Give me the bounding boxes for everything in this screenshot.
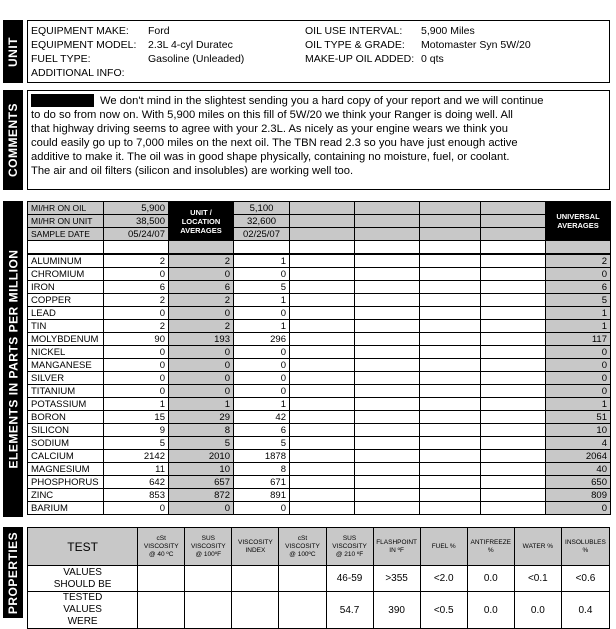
element-universal-value: 51 [546, 411, 611, 424]
empty-cell [481, 398, 546, 411]
element-avg-value: 10 [169, 463, 234, 476]
comment-line-6: The air and oil filters (silicon and insolubles) are working well too. [31, 165, 354, 177]
element-universal-value: 40 [546, 463, 611, 476]
element-row [28, 307, 611, 320]
element-s1-value: 5 [104, 437, 169, 450]
interval-label: OIL USE INTERVAL: [305, 25, 403, 37]
empty-cell [355, 450, 420, 463]
property-header: INSOLUBLES % [561, 528, 609, 566]
make-value: Ford [148, 25, 170, 37]
element-row [28, 255, 611, 268]
element-s2-value: 0 [234, 359, 290, 372]
element-s1-value: 2 [104, 255, 169, 268]
property-tested-value: <0.5 [420, 592, 467, 629]
element-row [28, 346, 611, 359]
property-tested-value: 0.4 [561, 592, 609, 629]
element-avg-value: 5 [169, 437, 234, 450]
empty-cell [420, 463, 481, 476]
element-avg-value: 8 [169, 424, 234, 437]
empty-cell [355, 255, 420, 268]
property-header: ANTIFREEZE % [467, 528, 514, 566]
element-avg-value: 0 [169, 307, 234, 320]
element-s2-value: 0 [234, 372, 290, 385]
fuel-value: Gasoline (Unleaded) [148, 53, 245, 65]
model-label: EQUIPMENT MODEL: [31, 39, 137, 51]
empty-cell [290, 437, 355, 450]
element-universal-value: 2 [546, 255, 611, 268]
empty-cell [420, 307, 481, 320]
element-s1-value: 90 [104, 333, 169, 346]
empty-cell [420, 411, 481, 424]
sample-date-label: SAMPLE DATE [28, 228, 104, 241]
property-should-value [185, 566, 232, 592]
empty-cell [290, 372, 355, 385]
element-s2-value: 1 [234, 294, 290, 307]
mi-oil-label: MI/HR ON OIL [28, 202, 104, 215]
empty-cell [290, 255, 355, 268]
empty-cell [355, 476, 420, 489]
element-name: SILVER [28, 372, 104, 385]
empty-cell [420, 372, 481, 385]
empty-cell [420, 281, 481, 294]
element-s2-value: 5 [234, 437, 290, 450]
tested-label: TESTED VALUES WERE [28, 592, 138, 629]
empty-cell [420, 333, 481, 346]
element-row [28, 268, 611, 281]
element-universal-value: 4 [546, 437, 611, 450]
empty-cell [481, 372, 546, 385]
model-value: 2.3L 4-cyl Duratec [148, 39, 233, 51]
empty-cell [420, 346, 481, 359]
property-should-value [279, 566, 326, 592]
element-row [28, 437, 611, 450]
property-header: FUEL % [420, 528, 467, 566]
property-tested-value: 54.7 [326, 592, 373, 629]
comments-sidebar-label: COMMENTS [6, 103, 20, 177]
empty-cell [355, 502, 420, 515]
should-row [28, 566, 610, 592]
element-avg-value: 872 [169, 489, 234, 502]
element-row [28, 281, 611, 294]
element-s1-value: 15 [104, 411, 169, 424]
empty-cell [355, 437, 420, 450]
mi-unit-row [28, 215, 611, 228]
element-avg-value: 0 [169, 372, 234, 385]
element-universal-value: 1 [546, 307, 611, 320]
element-name: SILICON [28, 424, 104, 437]
element-s2-value: 1 [234, 320, 290, 333]
should-label: VALUES SHOULD BE [28, 566, 138, 592]
element-row [28, 476, 611, 489]
empty-cell [355, 385, 420, 398]
empty-cell [481, 463, 546, 476]
empty-cell [420, 294, 481, 307]
tested-row [28, 592, 610, 629]
element-name: MAGNESIUM [28, 463, 104, 476]
element-s2-value: 5 [234, 281, 290, 294]
element-name: TIN [28, 320, 104, 333]
element-avg-value: 2 [169, 255, 234, 268]
element-s2-value: 0 [234, 268, 290, 281]
element-s1-value: 0 [104, 346, 169, 359]
property-should-value: <2.0 [420, 566, 467, 592]
property-should-value: <0.1 [514, 566, 561, 592]
properties-table [27, 527, 610, 629]
element-row [28, 502, 611, 515]
unit-sidebar [3, 20, 23, 83]
empty-cell [420, 437, 481, 450]
element-s2-value: 671 [234, 476, 290, 489]
empty-cell [481, 255, 546, 268]
element-row [28, 333, 611, 346]
mi-unit-label: MI/HR ON UNIT [28, 215, 104, 228]
empty-cell [290, 398, 355, 411]
empty-cell [481, 411, 546, 424]
element-universal-value: 10 [546, 424, 611, 437]
element-avg-value: 0 [169, 359, 234, 372]
element-row [28, 424, 611, 437]
empty-cell [481, 268, 546, 281]
comment-line-2: to do so from now on. With 5,900 miles on this fill of 5W/20 we think your Ranger is doing well. All [31, 109, 513, 121]
empty-cell [481, 294, 546, 307]
element-name: SODIUM [28, 437, 104, 450]
makeup-label: MAKE-UP OIL ADDED: [305, 53, 415, 65]
element-name: NICKEL [28, 346, 104, 359]
empty-cell [481, 424, 546, 437]
comments-sidebar [3, 90, 23, 190]
mi-oil-row [28, 202, 611, 215]
element-s1-value: 0 [104, 372, 169, 385]
element-avg-value: 0 [169, 385, 234, 398]
element-avg-value: 6 [169, 281, 234, 294]
properties-sidebar [3, 527, 23, 618]
s1-mi-unit: 38,500 [104, 215, 169, 228]
s1-date: 05/24/07 [104, 228, 169, 241]
element-s1-value: 6 [104, 281, 169, 294]
property-tested-value [138, 592, 185, 629]
element-s2-value: 42 [234, 411, 290, 424]
property-header: cSt VISCOSITY @ 100ºC [279, 528, 326, 566]
comment-line-5: additive to make it. The oil was in good shape physically, containing no moisture, fuel, or coolant. [31, 151, 510, 163]
empty-cell [290, 385, 355, 398]
property-should-value: 0.0 [467, 566, 514, 592]
element-universal-value: 0 [546, 385, 611, 398]
element-name: CALCIUM [28, 450, 104, 463]
empty-cell [481, 476, 546, 489]
element-avg-value: 0 [169, 346, 234, 359]
element-avg-value: 2010 [169, 450, 234, 463]
element-row [28, 385, 611, 398]
empty-cell [290, 502, 355, 515]
empty-cell [355, 346, 420, 359]
element-s1-value: 11 [104, 463, 169, 476]
additional-label: ADDITIONAL INFO: [31, 67, 125, 79]
interval-value: 5,900 Miles [421, 25, 475, 37]
empty-cell [481, 385, 546, 398]
element-rows-table [27, 254, 611, 515]
property-tested-value [185, 592, 232, 629]
empty-cell [290, 346, 355, 359]
s2-mi-oil: 5,100 [234, 202, 290, 215]
element-avg-value: 0 [169, 268, 234, 281]
element-universal-value: 5 [546, 294, 611, 307]
empty-cell [420, 385, 481, 398]
property-header: VISCOSITY INDEX [232, 528, 279, 566]
element-universal-value: 1 [546, 398, 611, 411]
empty-cell [290, 281, 355, 294]
element-name: IRON [28, 281, 104, 294]
element-row [28, 450, 611, 463]
empty-cell [420, 255, 481, 268]
element-universal-value: 0 [546, 502, 611, 515]
elements-table [27, 201, 611, 254]
element-row [28, 359, 611, 372]
s2-mi-unit: 32,600 [234, 215, 290, 228]
empty-cell [420, 268, 481, 281]
empty-cell [355, 281, 420, 294]
empty-cell [420, 398, 481, 411]
element-row [28, 372, 611, 385]
empty-cell [355, 463, 420, 476]
empty-cell [420, 320, 481, 333]
element-universal-value: 809 [546, 489, 611, 502]
elements-sidebar [3, 201, 23, 517]
element-s2-value: 1878 [234, 450, 290, 463]
empty-cell [481, 502, 546, 515]
empty-cell [420, 502, 481, 515]
element-name: MANGANESE [28, 359, 104, 372]
empty-cell [355, 307, 420, 320]
element-universal-value: 6 [546, 281, 611, 294]
empty-cell [481, 489, 546, 502]
empty-cell [290, 320, 355, 333]
element-s1-value: 853 [104, 489, 169, 502]
empty-cell [481, 346, 546, 359]
elements-sidebar-label: ELEMENTS IN PARTS PER MILLION [6, 249, 21, 469]
property-header: SUS VISCOSITY @ 100ºF [185, 528, 232, 566]
empty-cell [355, 359, 420, 372]
comment-line-3: that highway driving seems to agree with your 2.3L. As nicely as your engine wears we think you [31, 123, 508, 135]
element-s2-value: 1 [234, 255, 290, 268]
element-name: COPPER [28, 294, 104, 307]
element-universal-value: 0 [546, 359, 611, 372]
element-s1-value: 0 [104, 359, 169, 372]
spacer-row [28, 241, 611, 254]
property-should-value: <0.6 [561, 566, 609, 592]
element-name: PHOSPHORUS [28, 476, 104, 489]
element-name: MOLYBDENUM [28, 333, 104, 346]
element-s1-value: 1 [104, 398, 169, 411]
property-should-value [232, 566, 279, 592]
empty-cell [481, 281, 546, 294]
element-s1-value: 0 [104, 385, 169, 398]
element-row [28, 398, 611, 411]
property-tested-value: 0.0 [467, 592, 514, 629]
property-should-value [138, 566, 185, 592]
unit-avg-header: UNIT / LOCATION AVERAGES [169, 202, 234, 241]
empty-cell [355, 411, 420, 424]
element-name: LEAD [28, 307, 104, 320]
element-s1-value: 2 [104, 320, 169, 333]
empty-cell [355, 489, 420, 502]
properties-header-row [28, 528, 610, 566]
element-row [28, 294, 611, 307]
redacted-name [31, 94, 94, 107]
empty-cell [481, 333, 546, 346]
element-universal-value: 650 [546, 476, 611, 489]
element-avg-value: 29 [169, 411, 234, 424]
element-s1-value: 0 [104, 268, 169, 281]
element-avg-value: 2 [169, 294, 234, 307]
element-name: ZINC [28, 489, 104, 502]
empty-cell [355, 268, 420, 281]
empty-cell [355, 320, 420, 333]
element-s1-value: 2142 [104, 450, 169, 463]
element-s1-value: 9 [104, 424, 169, 437]
element-s2-value: 891 [234, 489, 290, 502]
empty-cell [420, 450, 481, 463]
property-should-value: >355 [373, 566, 420, 592]
empty-cell [290, 359, 355, 372]
element-s2-value: 0 [234, 346, 290, 359]
element-s2-value: 1 [234, 398, 290, 411]
element-universal-value: 117 [546, 333, 611, 346]
element-row [28, 411, 611, 424]
element-universal-value: 2064 [546, 450, 611, 463]
element-universal-value: 0 [546, 372, 611, 385]
element-s1-value: 2 [104, 294, 169, 307]
element-avg-value: 2 [169, 320, 234, 333]
fuel-label: FUEL TYPE: [31, 53, 91, 65]
element-universal-value: 1 [546, 320, 611, 333]
property-header: FLASHPOINT IN ºF [373, 528, 420, 566]
empty-cell [481, 320, 546, 333]
empty-cell [481, 307, 546, 320]
element-s2-value: 0 [234, 502, 290, 515]
empty-cell [290, 463, 355, 476]
empty-cell [290, 268, 355, 281]
universal-avg-header: UNIVERSAL AVERAGES [546, 202, 611, 241]
make-label: EQUIPMENT MAKE: [31, 25, 129, 37]
empty-cell [355, 372, 420, 385]
property-tested-value: 0.0 [514, 592, 561, 629]
element-avg-value: 1 [169, 398, 234, 411]
element-name: BORON [28, 411, 104, 424]
empty-cell [290, 476, 355, 489]
test-label: TEST [28, 528, 138, 566]
empty-cell [355, 333, 420, 346]
empty-cell [420, 489, 481, 502]
element-s1-value: 0 [104, 307, 169, 320]
empty-cell [290, 450, 355, 463]
s1-mi-oil: 5,900 [104, 202, 169, 215]
s2-date: 02/25/07 [234, 228, 290, 241]
element-s2-value: 0 [234, 307, 290, 320]
empty-cell [290, 424, 355, 437]
empty-cell [290, 489, 355, 502]
property-tested-value: 390 [373, 592, 420, 629]
empty-cell [420, 424, 481, 437]
element-avg-value: 657 [169, 476, 234, 489]
empty-cell [420, 476, 481, 489]
element-s1-value: 642 [104, 476, 169, 489]
empty-cell [481, 437, 546, 450]
empty-cell [290, 307, 355, 320]
unit-sidebar-label: UNIT [6, 36, 20, 67]
properties-sidebar-label: PROPERTIES [6, 531, 21, 614]
makeup-value: 0 qts [421, 53, 444, 65]
property-tested-value [232, 592, 279, 629]
element-avg-value: 193 [169, 333, 234, 346]
element-name: BARIUM [28, 502, 104, 515]
property-header: SUS VISCOSITY @ 210 ºF [326, 528, 373, 566]
empty-cell [481, 450, 546, 463]
element-row [28, 320, 611, 333]
element-s2-value: 0 [234, 385, 290, 398]
element-name: POTASSIUM [28, 398, 104, 411]
property-tested-value [279, 592, 326, 629]
empty-cell [355, 294, 420, 307]
element-universal-value: 0 [546, 268, 611, 281]
comment-line-4: could easily go up to 7,000 miles on the next oil. The TBN read 2.3 so you have just enough active [31, 137, 518, 149]
empty-cell [290, 411, 355, 424]
element-avg-value: 0 [169, 502, 234, 515]
element-s2-value: 296 [234, 333, 290, 346]
element-s1-value: 0 [104, 502, 169, 515]
property-should-value: 46-59 [326, 566, 373, 592]
element-name: ALUMINUM [28, 255, 104, 268]
oiltype-value: Motomaster Syn 5W/20 [421, 39, 531, 51]
element-s2-value: 8 [234, 463, 290, 476]
element-name: TITANIUM [28, 385, 104, 398]
element-s2-value: 6 [234, 424, 290, 437]
sample-date-row [28, 228, 611, 241]
empty-cell [355, 424, 420, 437]
element-row [28, 489, 611, 502]
empty-cell [290, 333, 355, 346]
empty-cell [420, 359, 481, 372]
element-row [28, 463, 611, 476]
empty-cell [290, 294, 355, 307]
property-header: WATER % [514, 528, 561, 566]
element-universal-value: 0 [546, 346, 611, 359]
property-header: cSt VISCOSITY @ 40 ºC [138, 528, 185, 566]
oiltype-label: OIL TYPE & GRADE: [305, 39, 405, 51]
element-name: CHROMIUM [28, 268, 104, 281]
empty-cell [355, 398, 420, 411]
comment-line-1: We don't mind in the slightest sending you a hard copy of your report and we will continue [100, 95, 544, 107]
empty-cell [481, 359, 546, 372]
